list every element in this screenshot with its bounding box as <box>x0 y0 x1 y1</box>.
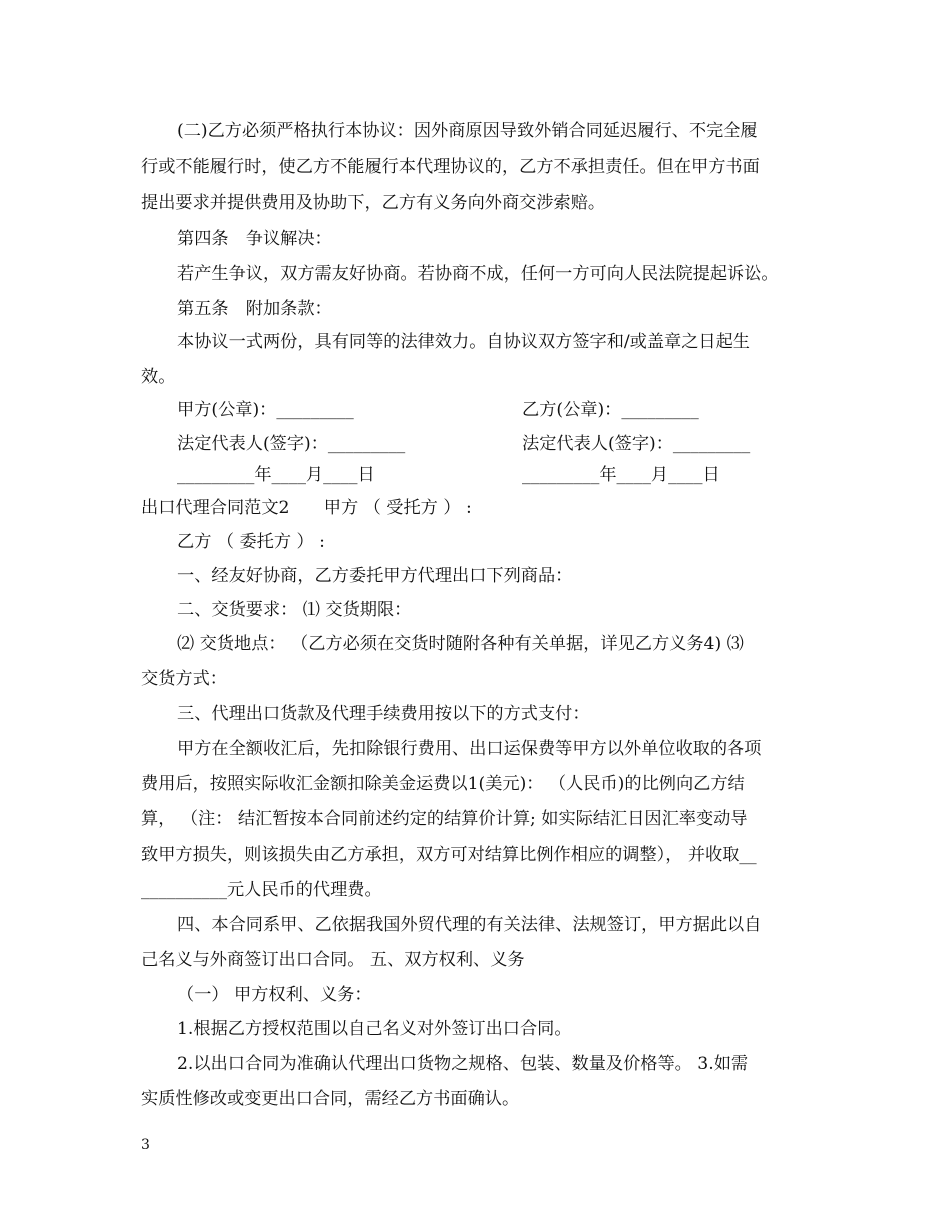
paragraph-line: 交货方式： <box>141 669 227 689</box>
section-heading: 第四条 争议解决： <box>177 229 332 249</box>
paragraph-line: 己名义与外商签订出口合同。 五、双方权利、义务 <box>141 950 525 970</box>
party-a-representative: 法定代表人(签字)：_________ <box>177 434 406 454</box>
page-number: 3 <box>141 1137 150 1153</box>
paragraph-line: 2.以出口合同为准确认代理出口货物之规格、包装、数量及价格等。 3.如需 <box>177 1054 749 1074</box>
paragraph-line: __________元人民币的代理费。 <box>141 880 382 900</box>
paragraph-line: 若产生争议，双方需友好协商。若协商不成，任何一方可向人民法院提起诉讼。 <box>177 264 779 284</box>
section-heading: （一） 甲方权利、义务： <box>177 985 372 1005</box>
paragraph-line: 算， （注： 结汇暂按本合同前述约定的结算价计算; 如实际结汇日因汇率变动导 <box>141 809 748 829</box>
paragraph-line: 乙方 （ 委托方 ） : <box>177 532 325 552</box>
paragraph-line: 致甲方损失，则该损失由乙方承担，双方可对结算比例作相应的调整）， 并收取__ <box>141 845 757 865</box>
paragraph-line: (二)乙方必须严格执行本协议：因外商原因导致外销合同延迟履行、不完全履 <box>177 121 758 141</box>
party-a-seal: 甲方(公章)：_________ <box>177 400 354 420</box>
section-heading: 第五条 附加条款： <box>177 299 332 319</box>
paragraph-line: 甲方在全额收汇后，先扣除银行费用、出口运保费等甲方以外单位收取的各项 <box>177 739 762 759</box>
party-b-representative: 法定代表人(签字)：_________ <box>522 434 751 454</box>
paragraph-line: 效。 <box>141 367 176 387</box>
party-b-seal: 乙方(公章)：_________ <box>522 400 699 420</box>
paragraph-line: 提出要求并提供费用及协助下，乙方有义务向外商交涉索赔。 <box>141 193 606 213</box>
paragraph-line: 行或不能履行时，使乙方不能履行本代理协议的，乙方不承担责任。但在甲方书面 <box>141 157 760 177</box>
paragraph-line: 二、交货要求： ⑴ 交货期限： <box>177 600 412 620</box>
paragraph-line: 实质性修改或变更出口合同，需经乙方书面确认。 <box>141 1089 520 1109</box>
party-a-date: _________年____月____日 <box>177 465 375 485</box>
paragraph-line: 一、经友好协商，乙方委托甲方代理出口下列商品： <box>177 566 573 586</box>
paragraph-line: 本协议一式两份，具有同等的法律效力。自协议双方签字和/或盖章之日起生 <box>177 332 750 352</box>
paragraph-line: 三、代理出口货款及代理手续费用按以下的方式支付： <box>177 704 590 724</box>
paragraph-line: 1.根据乙方授权范围以自己名义对外签订出口合同。 <box>177 1019 572 1039</box>
paragraph-line: ⑵ 交货地点： （乙方必须在交货时随附各种有关单据，详见乙方义务4) ⑶ <box>177 634 744 654</box>
contract-title-line: 出口代理合同范文2 甲方 （ 受托方 ） : <box>141 498 472 518</box>
paragraph-line: 费用后，按照实际收汇金额扣除美金运费以1(美元)： （人民币)的比例向乙方结 <box>141 774 745 794</box>
paragraph-line: 四、本合同系甲、乙依据我国外贸代理的有关法律、法规签订，甲方据此以自 <box>177 915 762 935</box>
party-b-date: _________年____月____日 <box>522 465 720 485</box>
